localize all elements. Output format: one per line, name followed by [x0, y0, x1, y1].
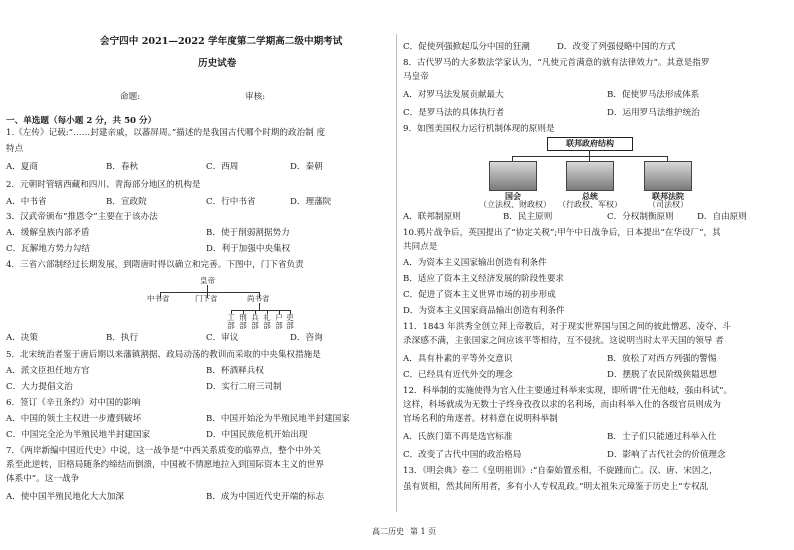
node-zhongshu: 中书省	[147, 294, 170, 303]
q9-stem: 9．如图美国权力运行机制体现的原则是	[403, 124, 555, 134]
ministry-rites: 礼部	[263, 313, 271, 330]
supreme-court-image	[644, 161, 692, 191]
q4-option-d: D．咨询	[290, 333, 323, 343]
q12-option-c: C．改变了古代中国的政治格局	[403, 450, 522, 460]
q12-stem-cont1: 这样，科场就成为无数士子终身孜孜以求的名利场，而由科举入仕的各级官员则成为	[403, 400, 721, 410]
q3-option-a: A．缓解皇族内部矛盾	[6, 228, 90, 238]
q3-stem: 3．汉武帝颁布“推恩令”主要在于该办法	[6, 212, 158, 222]
q7-option-c: C．促使列强掀起瓜分中国的狂潮	[403, 42, 530, 52]
q12-stem-cont2: 官场名利的角逐者。材料意在说明科举制	[403, 414, 558, 424]
q11-option-c: C．已经具有近代外交的理念	[403, 370, 513, 380]
q12-option-b: B．士子们只能通过科举入仕	[607, 432, 717, 442]
q2-option-b: B．宣政院	[106, 197, 147, 207]
q9-option-a: A．联邦制原则	[403, 212, 461, 222]
node-president-powers: （行政权、军权）	[558, 200, 622, 209]
q4-option-a: A．决策	[6, 333, 38, 343]
q3-option-d: D．利于加强中央集权	[206, 244, 291, 254]
q7-stem-cont2: 体系中”。这一战争	[6, 474, 80, 484]
q7-option-a: A．使中国半殖民地化大大加深	[6, 492, 124, 502]
ministry-war: 兵部	[251, 313, 259, 330]
node-federal-court-powers: （司法权）	[648, 200, 688, 209]
q4-option-b: B．执行	[106, 333, 139, 343]
q6-option-a: A．中国的领土主权进一步遭到破坏	[6, 414, 142, 424]
q6-stem: 6．签订《辛丑条约》对中国的影响	[6, 398, 141, 408]
q6-option-d: D．中国民族危机开始出现	[206, 430, 308, 440]
ministry-works: 工部	[227, 313, 235, 330]
q3-option-b: B．使于削弱割据势力	[206, 228, 290, 238]
q6-option-b: B．中国开始沦为半殖民地半封建国家	[206, 414, 350, 424]
q2-option-a: A．中书省	[6, 197, 47, 207]
q1-stem-cont: 特点	[6, 144, 24, 154]
q4-option-c: C．审议	[206, 333, 239, 343]
footer-subject: 高二历史	[372, 527, 404, 536]
reviewer-label: 审核:	[245, 92, 266, 102]
q10-stem-cont: 共同点是	[403, 242, 438, 252]
q12-option-d: D．影响了古代社会的价值理念	[607, 450, 726, 460]
exam-title: 会宁四中 2021—2022 学年度第二学期高二级中期考试	[100, 36, 343, 47]
q8-option-a: A．对罗马法发展贡献最大	[403, 90, 504, 100]
q11-option-a: A．具有朴素的平等外交意识	[403, 354, 513, 364]
ministry-justice: 刑部	[239, 313, 247, 330]
q8-stem: 8．古代罗马的大多数法学家认为，“凡使元首满意的就有法律效力”。其意是指罗	[403, 58, 710, 68]
q11-option-d: D．摆脱了农民阶级狭隘思想	[607, 370, 718, 380]
q12-option-a: A．氏族门第不再是选官标准	[403, 432, 513, 442]
q13-stem: 13．《明会典》卷二《皇明祖训》:“自秦始置丞相，不旋踵而亡。汉、唐、宋因之，	[403, 466, 718, 476]
q2-option-d: D．理藩院	[290, 197, 332, 207]
node-federal-court: 联邦法院	[652, 191, 684, 201]
q6-option-c: C．中国完全沦为半殖民地半封建国家	[6, 430, 151, 440]
white-house-image	[566, 161, 614, 191]
node-emperor: 皇帝	[200, 276, 215, 285]
q7-stem: 7．《两岸新编中国近代史》中说，这一战争是“中西关系质变的临界点，整个中外关	[6, 446, 321, 456]
q9-option-b: B．民主原则	[503, 212, 553, 222]
q11-stem: 11．1843 年洪秀全创立拜上帝教后，对于现实世界国与国之间的彼此憎恶、凌夺、斗	[403, 322, 731, 332]
q1-stem: 1.《左传》记载:“……封建亲戚，以蕃屏周。”描述的是我国古代哪个时期的政治制 度	[6, 128, 326, 138]
author-label: 命题:	[120, 92, 141, 102]
q1-option-c: C．西周	[206, 162, 239, 172]
q9-option-c: C．分权制衡原则	[607, 212, 674, 222]
node-congress-powers: （立法权、财政权）	[479, 200, 551, 209]
node-congress: 国会	[505, 191, 521, 201]
q10-stem: 10.鸦片战争后，英国提出了“协定关税”;甲午中日战争后，日本提出“在华设厂”，其	[403, 228, 721, 238]
footer-page-number: 第 1 页	[410, 527, 437, 536]
subject-title: 历史试卷	[198, 58, 237, 69]
node-federal-structure: 联邦政府结构	[566, 138, 614, 148]
q7-option-d: D．改变了列强侵略中国的方式	[557, 42, 676, 52]
q5-option-a: A．派文臣担任地方官	[6, 366, 90, 376]
node-shangshu: 尚书省	[247, 294, 270, 303]
q8-option-d: D．运用罗马法维护统治	[607, 108, 700, 118]
q1-option-d: D．秦朝	[290, 162, 323, 172]
node-menxia: 门下省	[195, 294, 218, 303]
section-heading: 一、单选题（每小题 2 分，共 50 分）	[6, 116, 157, 126]
ministry-personnel: 吏部	[286, 313, 294, 330]
column-divider	[396, 34, 397, 512]
q10-option-a: A．为资本主义国家输出创造有利条件	[403, 258, 547, 268]
node-president: 总统	[582, 191, 598, 201]
capitol-building-image	[489, 161, 537, 191]
ministry-revenue: 户部	[275, 313, 283, 330]
q1-option-a: A．夏商	[6, 162, 38, 172]
q8-stem-cont: 马皇帝	[403, 72, 429, 82]
q5-option-d: D．实行二府三司制	[206, 382, 282, 392]
q3-option-c: C．瓦解地方势力勾结	[6, 244, 90, 254]
q8-option-b: B．促使罗马法形成体系	[607, 90, 700, 100]
q9-option-d: D．自由原则	[697, 212, 747, 222]
q11-stem-cont: 杀深感不满，主张国家之间应该平等相待，互不侵扰。这说明当时太平天国的领导 者	[403, 336, 724, 346]
q2-stem: 2．元朝时管辖西藏和四川、青海部分地区的机构是	[6, 180, 201, 190]
q7-stem-cont1: 系至此逆转，旧格局随条约缔结而倒溃，中国被不情愿地拉入到国际资本主义的世界	[6, 460, 324, 470]
q10-option-d: D．为资本主义国家商品输出创造有利条件	[403, 306, 565, 316]
q8-option-c: C．是罗马法的具体执行者	[403, 108, 505, 118]
q2-option-c: C．行中书省	[206, 197, 256, 207]
q10-option-b: B．适应了资本主义经济发展的阶段性要求	[403, 274, 565, 284]
q4-stem: 4．三省六部制经过长期发展，到隋唐时得以确立和完善。下图中，门下省负责	[6, 260, 304, 270]
q7-option-b: B．成为中国近代史开端的标志	[206, 492, 325, 502]
q12-stem: 12．科举制的实施使得为官入仕主要通过科举来实现，即所谓“仕无他岐，强由科试”。	[403, 386, 733, 396]
q1-option-b: B．春秋	[106, 162, 139, 172]
q13-stem-cont: 虽有贤相，然其间所用者，多有小人专权乱政。”明太祖朱元璋鉴于历史上“专权乱	[403, 482, 709, 492]
q10-option-c: C．促进了资本主义世界市场的初步形成	[403, 290, 556, 300]
q11-option-b: B．放松了对西方列强的警惕	[607, 354, 717, 364]
q5-stem: 5．北宋统治者鉴于唐后期以来藩镇割据、政局动荡的教训而采取的中央集权措施是	[6, 350, 321, 360]
q5-option-b: B．杯酒释兵权	[206, 366, 264, 376]
q5-option-c: C．大力提倡文治	[6, 382, 73, 392]
